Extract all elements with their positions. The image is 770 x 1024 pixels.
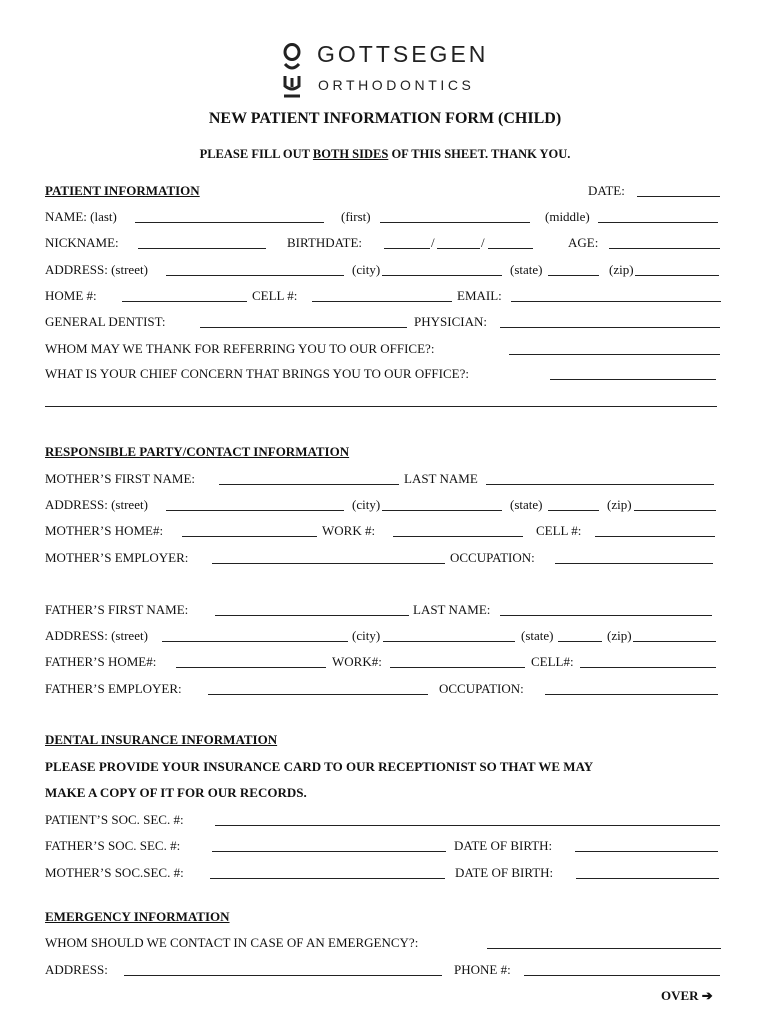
emergency-contact-field[interactable] — [487, 948, 721, 949]
city-label: (city) — [352, 628, 381, 643]
emergency-phone-label: PHONE #: — [454, 962, 511, 977]
street-field[interactable] — [166, 275, 344, 276]
father-ssn-field[interactable] — [212, 851, 446, 852]
father-last-field[interactable] — [500, 615, 712, 616]
concern-row-2 — [45, 393, 722, 409]
email-label: EMAIL: — [457, 288, 502, 303]
logo-name-bottom: ORTHODONTICS — [318, 77, 475, 93]
address-row — [45, 262, 722, 278]
street-label: ADDRESS: (street) — [45, 497, 148, 512]
zip-label: (zip) — [609, 262, 634, 277]
over-indicator: OVER ➔ — [661, 988, 713, 1003]
father-address-row — [45, 628, 722, 644]
father-city-field[interactable] — [383, 641, 515, 642]
middle-name-label: (middle) — [545, 209, 590, 224]
mother-occupation-field[interactable] — [555, 563, 713, 564]
referring-field[interactable] — [509, 354, 720, 355]
street-label: ADDRESS: (street) — [45, 262, 148, 277]
dentist-row — [45, 314, 722, 330]
patient-info-heading: PATIENT INFORMATION — [45, 183, 200, 198]
form-subtitle: PLEASE FILL OUT BOTH SIDES OF THIS SHEET. THANK YOU. — [199, 147, 571, 161]
emergency-heading: EMERGENCY INFORMATION — [45, 909, 230, 924]
mother-phone-row — [45, 523, 722, 539]
zip-label: (zip) — [607, 497, 632, 512]
concern-field-line2[interactable] — [45, 406, 717, 407]
form-title: NEW PATIENT INFORMATION FORM (CHILD) — [208, 110, 562, 127]
mother-state-field[interactable] — [548, 510, 599, 511]
nickname-field[interactable] — [138, 248, 266, 249]
birth-year-field[interactable] — [488, 248, 533, 249]
mother-first-label: MOTHER’S FIRST NAME: — [45, 471, 196, 486]
father-dob-field[interactable] — [575, 851, 718, 852]
age-label: AGE: — [568, 235, 599, 250]
nickname-label: NICKNAME: — [45, 235, 119, 250]
date-row — [45, 183, 722, 199]
mother-employer-row — [45, 550, 722, 566]
father-first-label: FATHER’S FIRST NAME: — [45, 602, 189, 617]
mother-home-field[interactable] — [182, 536, 317, 537]
emergency-contact-label: WHOM SHOULD WE CONTACT IN CASE OF AN EMERGENCY?: — [45, 935, 419, 950]
mother-home-label: MOTHER’S HOME#: — [45, 523, 164, 538]
birth-month-field[interactable] — [384, 248, 430, 249]
mother-cell-label: CELL #: — [536, 523, 582, 538]
mother-last-field[interactable] — [486, 484, 714, 485]
father-dob-label: DATE OF BIRTH: — [454, 838, 553, 853]
home-phone-label: HOME #: — [45, 288, 97, 303]
father-cell-label: CELL#: — [531, 654, 574, 669]
concern-row — [45, 366, 722, 382]
responsible-heading: RESPONSIBLE PARTY/CONTACT INFORMATION — [45, 444, 350, 459]
state-label: (state) — [510, 497, 543, 512]
date-separator: / — [431, 235, 435, 250]
logo-mark-icon — [281, 42, 303, 100]
insurance-heading: DENTAL INSURANCE INFORMATION — [45, 732, 278, 747]
age-field[interactable] — [609, 248, 720, 249]
mother-ssn-field[interactable] — [210, 878, 445, 879]
father-state-field[interactable] — [558, 641, 602, 642]
mother-last-label: LAST NAME — [404, 471, 478, 486]
mother-work-field[interactable] — [393, 536, 523, 537]
father-home-label: FATHER’S HOME#: — [45, 654, 157, 669]
mother-cell-field[interactable] — [595, 536, 715, 537]
mother-employer-label: MOTHER’S EMPLOYER: — [45, 550, 189, 565]
state-label: (state) — [521, 628, 554, 643]
emergency-address-field[interactable] — [124, 975, 442, 976]
referring-row — [45, 341, 722, 357]
mother-city-field[interactable] — [382, 510, 502, 511]
street-label: ADDRESS: (street) — [45, 628, 148, 643]
city-label: (city) — [352, 497, 381, 512]
mother-occupation-label: OCCUPATION: — [450, 550, 535, 565]
date-field[interactable] — [637, 196, 720, 197]
mother-ssn-label: MOTHER’S SOC.SEC. #: — [45, 865, 184, 880]
father-work-field[interactable] — [390, 667, 525, 668]
patient-ssn-row — [45, 812, 722, 828]
city-label: (city) — [352, 262, 381, 277]
insurance-instruction-line2: MAKE A COPY OF IT FOR OUR RECORDS. — [45, 785, 307, 800]
patient-ssn-label: PATIENT’S SOC. SEC. #: — [45, 812, 184, 827]
dentist-field[interactable] — [200, 327, 407, 328]
father-home-field[interactable] — [176, 667, 326, 668]
father-cell-field[interactable] — [580, 667, 716, 668]
physician-field[interactable] — [500, 327, 720, 328]
mother-employer-field[interactable] — [212, 563, 445, 564]
mother-dob-field[interactable] — [576, 878, 719, 879]
emergency-address-label: ADDRESS: — [45, 962, 108, 977]
emergency-address-row — [45, 962, 722, 978]
insurance-instruction-line1: PLEASE PROVIDE YOUR INSURANCE CARD TO OUR RECEPTIONIST SO THAT WE MAY — [45, 759, 594, 774]
father-ssn-row — [45, 838, 722, 854]
father-phone-row — [45, 654, 722, 670]
mother-name-row — [45, 471, 722, 487]
zip-field[interactable] — [635, 275, 719, 276]
emergency-contact-row — [45, 935, 722, 951]
father-first-field[interactable] — [215, 615, 409, 616]
concern-field[interactable] — [550, 379, 716, 380]
father-employer-label: FATHER’S EMPLOYER: — [45, 681, 182, 696]
zip-label: (zip) — [607, 628, 632, 643]
phone-row — [45, 288, 722, 304]
date-separator: / — [481, 235, 485, 250]
name-row — [45, 209, 722, 225]
father-work-label: WORK#: — [332, 654, 382, 669]
mother-zip-field[interactable] — [634, 510, 716, 511]
emergency-phone-field[interactable] — [524, 975, 720, 976]
concern-label: WHAT IS YOUR CHIEF CONCERN THAT BRINGS YOU TO OUR OFFICE?: — [45, 366, 469, 381]
middle-name-field[interactable] — [598, 222, 718, 223]
home-phone-field[interactable] — [122, 301, 247, 302]
first-name-label: (first) — [341, 209, 371, 224]
cell-phone-field[interactable] — [312, 301, 452, 302]
dentist-label: GENERAL DENTIST: — [45, 314, 166, 329]
mother-street-field[interactable] — [166, 510, 344, 511]
father-employer-field[interactable] — [208, 694, 428, 695]
father-name-row — [45, 602, 722, 618]
last-name-label: NAME: (last) — [45, 209, 117, 224]
birth-day-field[interactable] — [437, 248, 480, 249]
father-occupation-field[interactable] — [545, 694, 718, 695]
email-field[interactable] — [511, 301, 721, 302]
father-last-label: LAST NAME: — [413, 602, 491, 617]
birthdate-label: BIRTHDATE: — [287, 235, 363, 250]
father-employer-row — [45, 681, 722, 697]
logo-name-top: GOTTSEGEN — [317, 41, 489, 67]
physician-label: PHYSICIAN: — [414, 314, 487, 329]
father-ssn-label: FATHER’S SOC. SEC. #: — [45, 838, 181, 853]
last-name-field[interactable] — [135, 222, 324, 223]
first-name-field[interactable] — [380, 222, 530, 223]
patient-ssn-field[interactable] — [215, 825, 720, 826]
mother-first-field[interactable] — [219, 484, 399, 485]
date-label: DATE: — [588, 183, 625, 198]
mother-work-label: WORK #: — [322, 523, 376, 538]
father-street-field[interactable] — [162, 641, 348, 642]
cell-phone-label: CELL #: — [252, 288, 298, 303]
city-field[interactable] — [382, 275, 502, 276]
referring-label: WHOM MAY WE THANK FOR REFERRING YOU TO OUR OFFICE?: — [45, 341, 435, 356]
mother-address-row — [45, 497, 722, 513]
nickname-row — [45, 235, 722, 251]
mother-ssn-row — [45, 865, 722, 881]
father-zip-field[interactable] — [633, 641, 716, 642]
state-label: (state) — [510, 262, 543, 277]
father-occupation-label: OCCUPATION: — [439, 681, 524, 696]
mother-dob-label: DATE OF BIRTH: — [455, 865, 554, 880]
state-field[interactable] — [548, 275, 599, 276]
